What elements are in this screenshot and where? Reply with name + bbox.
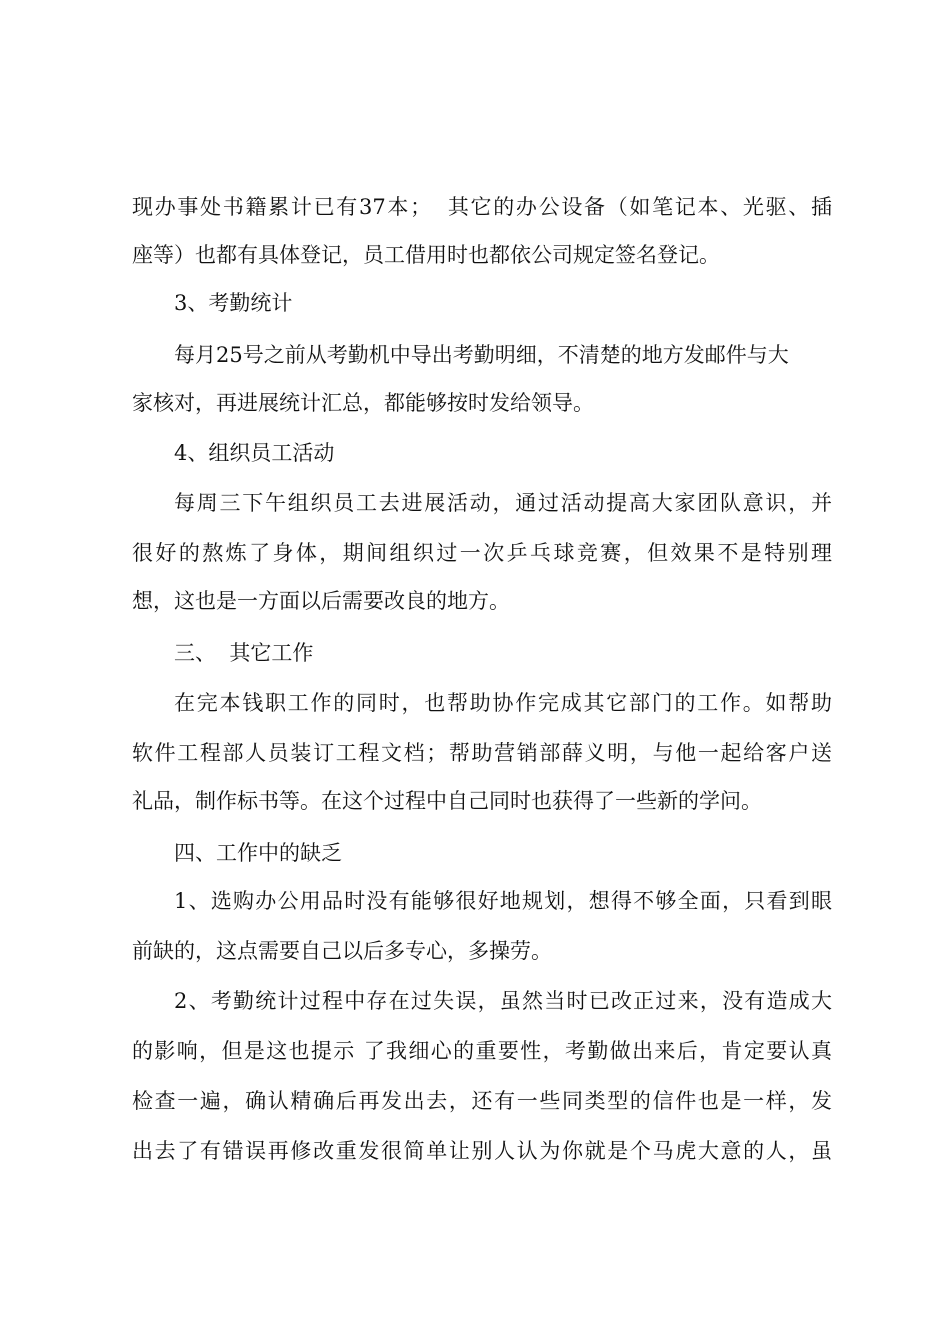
text-line: 的影响，但是这也提示 了我细心的重要性，考勤做出来后，肯定要认真 [132,1039,832,1063]
text-line: 检查一遍，确认精确后再发出去，还有一些同类型的信件也是一样，发 [132,1089,832,1113]
text-line: 现办事处书籍累计已有37本； 其它的办公设备（如笔记本、光驱、插 [132,195,832,219]
text-line: 座等）也都有具体登记，员工借用时也都依公司规定签名登记。 [132,243,720,267]
text-line: 每周三下午组织员工去进展活动，通过活动提高大家团队意识，并 [174,491,832,515]
text-line: 软件工程部人员装订工程文档；帮助营销部薛义明，与他一起给客户送 [132,741,832,765]
section-heading: 四、工作中的缺乏 [174,841,342,865]
text-line: 每月25号之前从考勤机中导出考勤明细，不清楚的地方发邮件与大 [174,343,789,367]
text-line: 很好的熬炼了身体，期间组织过一次乒乓球竞赛，但效果不是特别理 [132,541,832,565]
text-line: 家核对，再进展统计汇总，都能够按时发给领导。 [132,391,594,415]
text-line: 2、考勤统计过程中存在过失误，虽然当时已改正过来，没有造成大 [174,989,832,1013]
text-line: 1、选购办公用品时没有能够很好地规划，想得不够全面，只看到眼 [174,889,832,913]
text-line: 想，这也是一方面以后需要改良的地方。 [132,589,510,613]
section-heading: 三、 其它工作 [174,641,314,665]
text-line: 前缺的，这点需要自己以后多专心，多操劳。 [132,939,552,963]
text-line: 在完本钱职工作的同时，也帮助协作完成其它部门的工作。如帮助 [174,691,832,715]
text-line: 礼品，制作标书等。在这个过程中自己同时也获得了一些新的学问。 [132,789,762,813]
section-heading: 3、考勤统计 [174,291,293,315]
section-heading: 4、组织员工活动 [174,441,335,465]
text-line: 出去了有错误再修改重发很简单让别人认为你就是个马虎大意的人，虽 [132,1139,832,1163]
